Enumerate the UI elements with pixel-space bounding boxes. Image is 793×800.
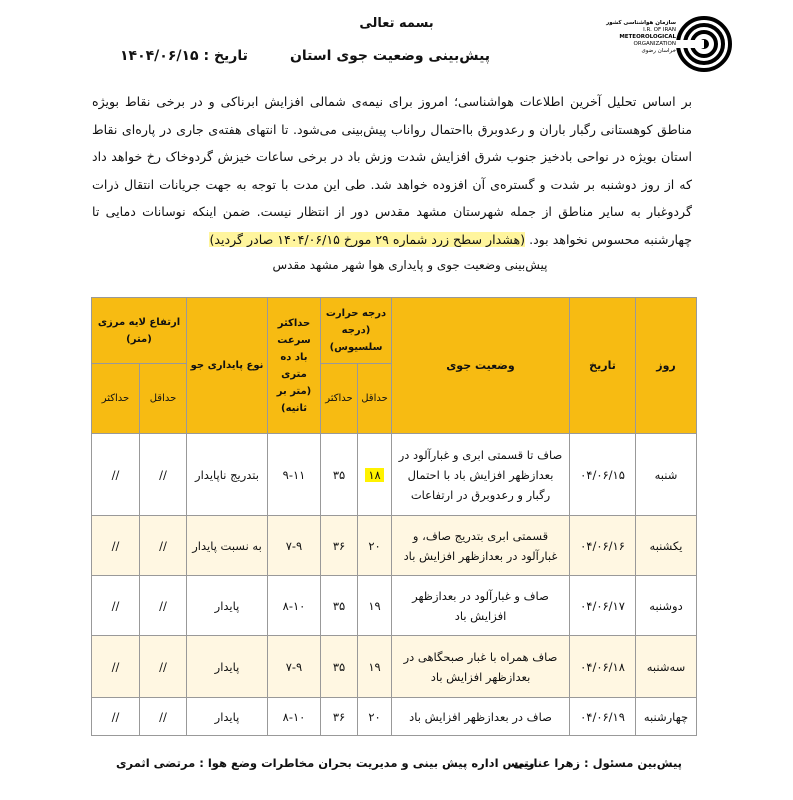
cell-date: ۰۴/۰۶/۱۶: [570, 516, 636, 576]
cell-stability: پایدار: [187, 636, 268, 698]
cell-condition: صاف و غبارآلود در بعدازظهر افزایش باد: [392, 576, 570, 636]
cell-wind: ۸-۱۰: [268, 576, 321, 636]
cell-stability: پایدار: [187, 698, 268, 736]
header-boundary-max: حداکثر: [92, 364, 140, 434]
cell-boundary-max: //: [92, 434, 140, 516]
department-head-signature: رییس اداره پیش بینی و مدیریت بحران مخاطرات وضع هوا : مرتضی اثمری: [116, 756, 535, 770]
header-boundary-layer: ارتفاع لایه مرزی (متر): [92, 298, 187, 364]
cell-date: ۰۴/۰۶/۱۸: [570, 636, 636, 698]
cell-condition: صاف همراه با غبار صبحگاهی در بعدازظهر افزایش باد: [392, 636, 570, 698]
header-temperature: درجه حرارت (درجه سلسیوس): [321, 298, 392, 364]
table-header-row: [92, 298, 697, 364]
cell-day: دوشنبه: [636, 576, 697, 636]
cell-temp-max: ۳۶: [321, 516, 358, 576]
cell-day: سه‌شنبه: [636, 636, 697, 698]
meteorological-organization-logo: [600, 14, 730, 74]
cell-temp-max: ۳۶: [321, 698, 358, 736]
header-temp-max: حداکثر: [321, 364, 358, 434]
cell-boundary-min: //: [140, 576, 187, 636]
cell-temp-max: ۳۵: [321, 434, 358, 516]
cell-boundary-min: //: [140, 516, 187, 576]
logo-text-line: I.R. OF IRAN: [643, 27, 676, 33]
cell-boundary-min: //: [140, 698, 187, 736]
cell-temp-min: ۲۰: [358, 698, 392, 736]
header-boundary-min: حداقل: [140, 364, 187, 434]
header-wind: حداکثر سرعت باد ده متری (متر بر ثانیه): [268, 298, 321, 434]
logo-text-line: سازمان هواشناسی کشور: [606, 20, 676, 26]
warning-notice: (هشدار سطح زرد شماره ۲۹ مورخ ۱۴۰۴/۰۶/۱۵ صادر گردید): [209, 231, 526, 247]
temp-min-highlight: ۱۸: [365, 468, 383, 482]
cell-wind: ۷-۹: [268, 636, 321, 698]
cell-condition: قسمتی ابری بتدریج صاف، و غبارآلود در بعدازظهر افزایش باد: [392, 516, 570, 576]
cell-date: ۰۴/۰۶/۱۷: [570, 576, 636, 636]
cell-temp-min: ۱۹: [358, 576, 392, 636]
cell-temp-min: [358, 434, 392, 516]
header-day: روز: [636, 298, 697, 434]
forecast-description: [92, 88, 692, 253]
cell-wind: ۸-۱۰: [268, 698, 321, 736]
forecaster-signature: پیش‌بین مسئول : زهرا عنایتی: [512, 756, 682, 770]
cell-temp-min: ۱۹: [358, 636, 392, 698]
cell-day: یکشنبه: [636, 516, 697, 576]
cell-boundary-max: //: [92, 698, 140, 736]
date-label: تاریخ :: [203, 48, 248, 64]
cell-stability: به نسبت پایدار: [187, 516, 268, 576]
logo-text: [600, 20, 676, 55]
logo-text-line: ORGANIZATION: [633, 41, 676, 47]
logo-emblem-icon: [676, 16, 732, 72]
cell-stability: بتدریج ناپایدار: [187, 434, 268, 516]
forecast-table: [91, 297, 697, 736]
table-row: [92, 516, 697, 576]
cell-wind: ۹-۱۱: [268, 434, 321, 516]
cell-boundary-min: //: [140, 636, 187, 698]
page-title: پیش‌بینی وضعیت جوی استان: [289, 48, 491, 64]
cell-temp-min: ۲۰: [358, 516, 392, 576]
header-temp-min: حداقل: [358, 364, 392, 434]
cell-condition: صاف تا قسمتی ابری و غبارآلود در بعدازظهر افزایش باد با احتمال رگبار و رعدوبرق در ارتفاعات: [392, 434, 570, 516]
cell-date: ۰۴/۰۶/۱۵: [570, 434, 636, 516]
cell-boundary-max: //: [92, 516, 140, 576]
cell-date: ۰۴/۰۶/۱۹: [570, 698, 636, 736]
date-line: [120, 48, 248, 64]
table-row: [92, 636, 697, 698]
cell-wind: ۷-۹: [268, 516, 321, 576]
cell-condition: صاف در بعدازظهر افزایش باد: [392, 698, 570, 736]
header-date: تاریخ: [570, 298, 636, 434]
header-stability: نوع پایداری جو: [187, 298, 268, 434]
table-row: [92, 434, 697, 516]
cell-boundary-min: //: [140, 434, 187, 516]
table-subtitle: پیش‌بینی وضعیت جوی و پایداری هوا شهر مشهد مقدس: [272, 258, 548, 272]
date-value: ۱۴۰۴/۰۶/۱۵: [120, 48, 199, 64]
cell-boundary-max: //: [92, 636, 140, 698]
cell-boundary-max: //: [92, 576, 140, 636]
logo-text-line: METEOROLOGICAL: [619, 34, 676, 40]
header-condition: وضعیت جوی: [392, 298, 570, 434]
cell-temp-max: ۳۵: [321, 636, 358, 698]
cell-temp-max: ۳۵: [321, 576, 358, 636]
table-row: [92, 698, 697, 736]
cell-stability: پایدار: [187, 576, 268, 636]
cell-day: چهارشنبه: [636, 698, 697, 736]
logo-text-line: خراسان رضوی: [641, 48, 676, 54]
forecast-paragraph: بر اساس تحلیل آخرین اطلاعات هواشناسی؛ امروز برای نیمه‌ی شمالی افزایش ابرناکی و در برخی نقاط بویژه مناطق کوهستانی رگبار باران و رعدوبرق بااحتمال رواناب پیش‌بینی می‌شود. تا انتهای هفته‌ی جاری در پاره‌ای نقاط استان بویژه در نواحی بادخیز جنوب شرق افزایش شدت وزش باد در برخی ساعات خیزش گردوخاک رخ خواهد داد که از روز دوشنبه بر شدت و گستره‌ی آن افزوده خواهد شد. طی این مدت با توجه به جهت جریانات انتقال ذرات گردوغبار به سایر مناطق از جمله شهرستان مشهد مقدس دور از انتظار نیست. ضمن اینکه نوسانات دمایی تا چهارشنبه محسوس نخواهد بود.: [92, 94, 692, 247]
bismillah-heading: بسمه تعالی: [359, 16, 434, 31]
table-row: [92, 576, 697, 636]
cell-day: شنبه: [636, 434, 697, 516]
